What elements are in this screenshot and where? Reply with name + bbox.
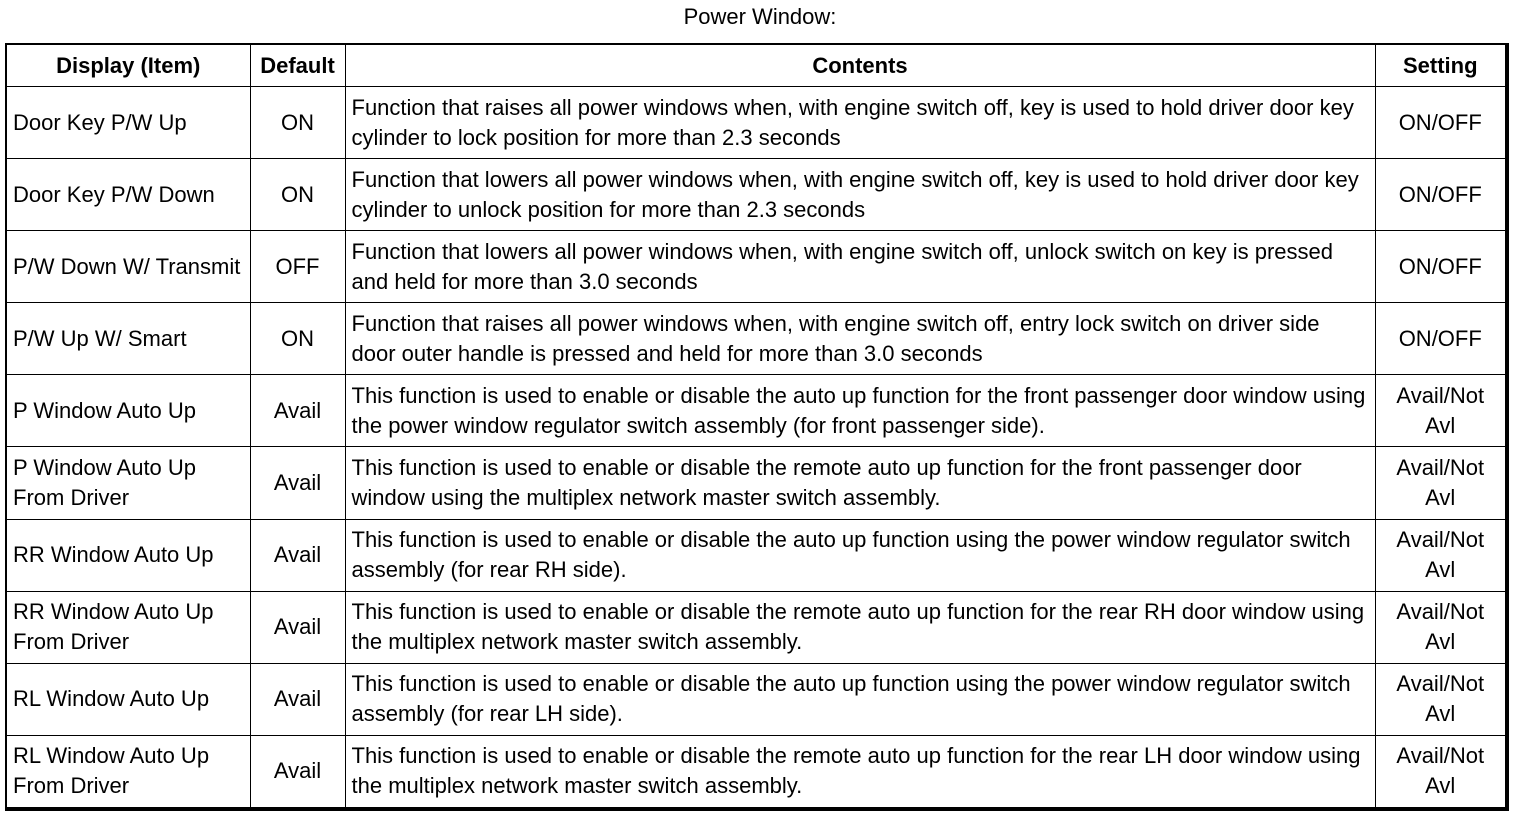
cell-setting: ON/OFF: [1375, 87, 1505, 159]
cell-item: P Window Auto Up From Driver: [7, 447, 250, 519]
cell-contents: This function is used to enable or disable the remote auto up function for the rear RH door window using the multiplex network master switch assembly.: [345, 591, 1375, 663]
cell-setting: ON/OFF: [1375, 303, 1505, 375]
cell-default: Avail: [250, 591, 345, 663]
cell-item: RR Window Auto Up: [7, 519, 250, 591]
table-row: [7, 231, 1505, 303]
table-row: [7, 159, 1505, 231]
table-row: [7, 591, 1505, 663]
cell-contents: This function is used to enable or disable the auto up function using the power window regulator switch assembly (for rear RH side).: [345, 519, 1375, 591]
table-row: [7, 519, 1505, 591]
cell-setting: Avail/Not Avl: [1375, 375, 1505, 447]
cell-default: Avail: [250, 735, 345, 807]
power-window-table: [7, 45, 1505, 807]
cell-default: ON: [250, 87, 345, 159]
cell-setting: Avail/Not Avl: [1375, 447, 1505, 519]
header-row: [7, 45, 1505, 87]
cell-contents: This function is used to enable or disable the auto up function using the power window regulator switch assembly (for rear LH side).: [345, 663, 1375, 735]
cell-item: Door Key P/W Up: [7, 87, 250, 159]
header-setting: Setting: [1375, 45, 1505, 87]
table-row: [7, 303, 1505, 375]
table-row: [7, 375, 1505, 447]
cell-default: Avail: [250, 663, 345, 735]
cell-default: ON: [250, 159, 345, 231]
header-display-item: Display (Item): [7, 45, 250, 87]
cell-default: Avail: [250, 447, 345, 519]
cell-default: Avail: [250, 519, 345, 591]
cell-setting: ON/OFF: [1375, 159, 1505, 231]
cell-item: P Window Auto Up: [7, 375, 250, 447]
header-contents: Contents: [345, 45, 1375, 87]
cell-contents: Function that lowers all power windows when, with engine switch off, key is used to hold driver door key cylinder to unlock position for more than 2.3 seconds: [345, 159, 1375, 231]
cell-contents: This function is used to enable or disable the remote auto up function for the rear LH door window using the multiplex network master switch assembly.: [345, 735, 1375, 807]
cell-setting: Avail/Not Avl: [1375, 519, 1505, 591]
table-row: [7, 735, 1505, 807]
cell-contents: Function that lowers all power windows when, with engine switch off, unlock switch on key is pressed and held for more than 3.0 seconds: [345, 231, 1375, 303]
cell-default: OFF: [250, 231, 345, 303]
cell-contents: Function that raises all power windows when, with engine switch off, entry lock switch on driver side door outer handle is pressed and held for more than 3.0 seconds: [345, 303, 1375, 375]
cell-item: Door Key P/W Down: [7, 159, 250, 231]
header-default: Default: [250, 45, 345, 87]
cell-default: ON: [250, 303, 345, 375]
cell-contents: Function that raises all power windows when, with engine switch off, key is used to hold driver door key cylinder to lock position for more than 2.3 seconds: [345, 87, 1375, 159]
power-window-table-frame: [5, 43, 1509, 811]
cell-setting: Avail/Not Avl: [1375, 591, 1505, 663]
cell-contents: This function is used to enable or disable the auto up function for the front passenger door window using the power window regulator switch assembly (for front passenger side).: [345, 375, 1375, 447]
cell-item: P/W Up W/ Smart: [7, 303, 250, 375]
table-row: [7, 87, 1505, 159]
cell-item: RR Window Auto Up From Driver: [7, 591, 250, 663]
cell-contents: This function is used to enable or disable the remote auto up function for the front passenger door window using the multiplex network master switch assembly.: [345, 447, 1375, 519]
cell-default: Avail: [250, 375, 345, 447]
cell-item: RL Window Auto Up From Driver: [7, 735, 250, 807]
cell-setting: ON/OFF: [1375, 231, 1505, 303]
table-caption: Power Window:: [683, 4, 837, 29]
table-row: [7, 447, 1505, 519]
table-row: [7, 663, 1505, 735]
cell-item: RL Window Auto Up: [7, 663, 250, 735]
cell-item: P/W Down W/ Transmit: [7, 231, 250, 303]
cell-setting: Avail/Not Avl: [1375, 735, 1505, 807]
cell-setting: Avail/Not Avl: [1375, 663, 1505, 735]
